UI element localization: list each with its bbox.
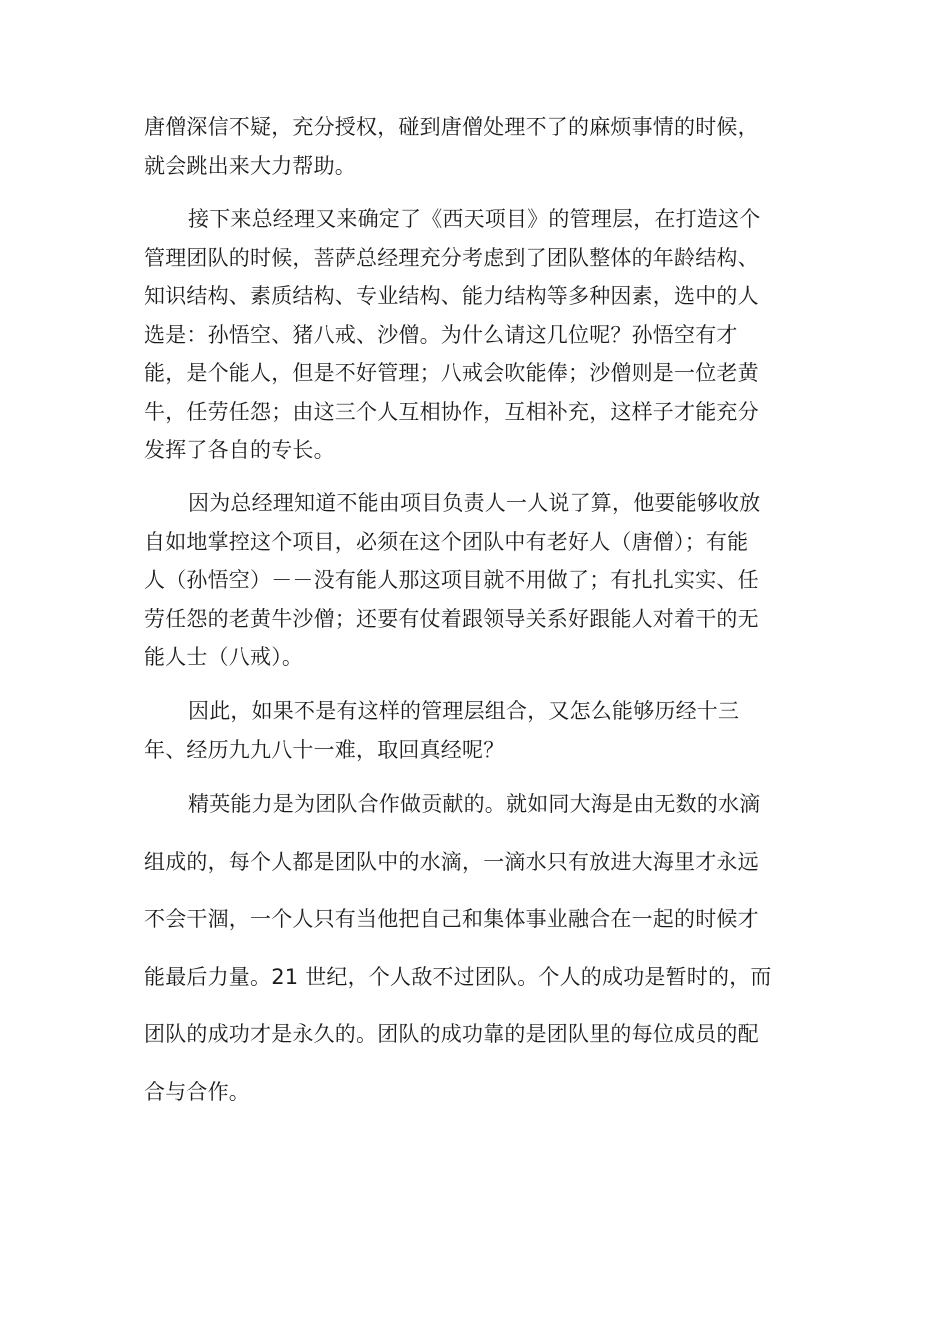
text-line: 牛，任劳任怨；由这三个人互相协作，互相补充，这样子才能充分 — [144, 399, 759, 424]
text-line: 组成的，每个人都是团队中的水滴，一滴水只有放进大海里才永远 — [144, 849, 759, 874]
text-line: 唐僧深信不疑，充分授权，碰到唐僧处理不了的麻烦事情的时候， — [144, 115, 759, 139]
paragraph-2 — [144, 200, 806, 470]
text-line: 就会跳出来大力帮助。 — [144, 153, 356, 178]
text-line: 因为总经理知道不能由项目负责人一人说了算，他要能够收放 — [188, 491, 761, 515]
text-line: 人（孙悟空）－－没有能人那这项目就不用做了；有扎扎实实、任 — [144, 568, 759, 592]
text-line: 知识结构、素质结构、专业结构、能力结构等多种因素，选中的人 — [144, 284, 759, 308]
text-line: 接下来总经理又来确定了《西天项目》的管理层，在打造这个 — [188, 207, 761, 231]
text-line: 能，是个能人，但是不好管理；八戒会吹能俸；沙僧则是一位老黄 — [144, 361, 759, 385]
text-line: 合与合作。 — [144, 1079, 250, 1104]
text-line: 精英能力是为团队合作做贡献的。就如同大海是由无数的水滴 — [188, 792, 761, 816]
paragraph-5 — [144, 776, 806, 1121]
paragraph-1 — [144, 108, 806, 185]
text-line: 不会干涸，一个人只有当他把自己和集体事业融合在一起的时候才 — [144, 907, 759, 931]
text-line: 发挥了各自的专长。 — [144, 438, 335, 462]
text-line: 能人士（八戒）。 — [144, 645, 304, 669]
text-line: 年、经历九九八十一难，取回真经呢？ — [144, 737, 505, 762]
text-line: 劳任怨的老黄牛沙僧；还要有仗着跟领导关系好跟能人对着干的无 — [144, 606, 759, 631]
text-line: 因此，如果不是有这样的管理层组合，又怎么能够历经十三 — [188, 699, 740, 723]
paragraph-3 — [144, 484, 806, 677]
text-line: 选是：孙悟空、猪八戒、沙僧。为什么请这几位呢？孙悟空有才 — [144, 322, 738, 347]
text-line: 能最后力量。21 世纪，个人敌不过团队。个人的成功是暂时的，而 — [144, 964, 772, 989]
text-line: 管理团队的时候，菩萨总经理充分考虑到了团队整体的年龄结构、 — [144, 245, 759, 270]
text-line: 团队的成功才是永久的。团队的成功靠的是团队里的每位成员的配 — [144, 1022, 759, 1046]
paragraph-4 — [144, 692, 806, 769]
text-line: 自如地掌控这个项目，必须在这个团队中有老好人（唐僧）；有能 — [144, 529, 749, 554]
